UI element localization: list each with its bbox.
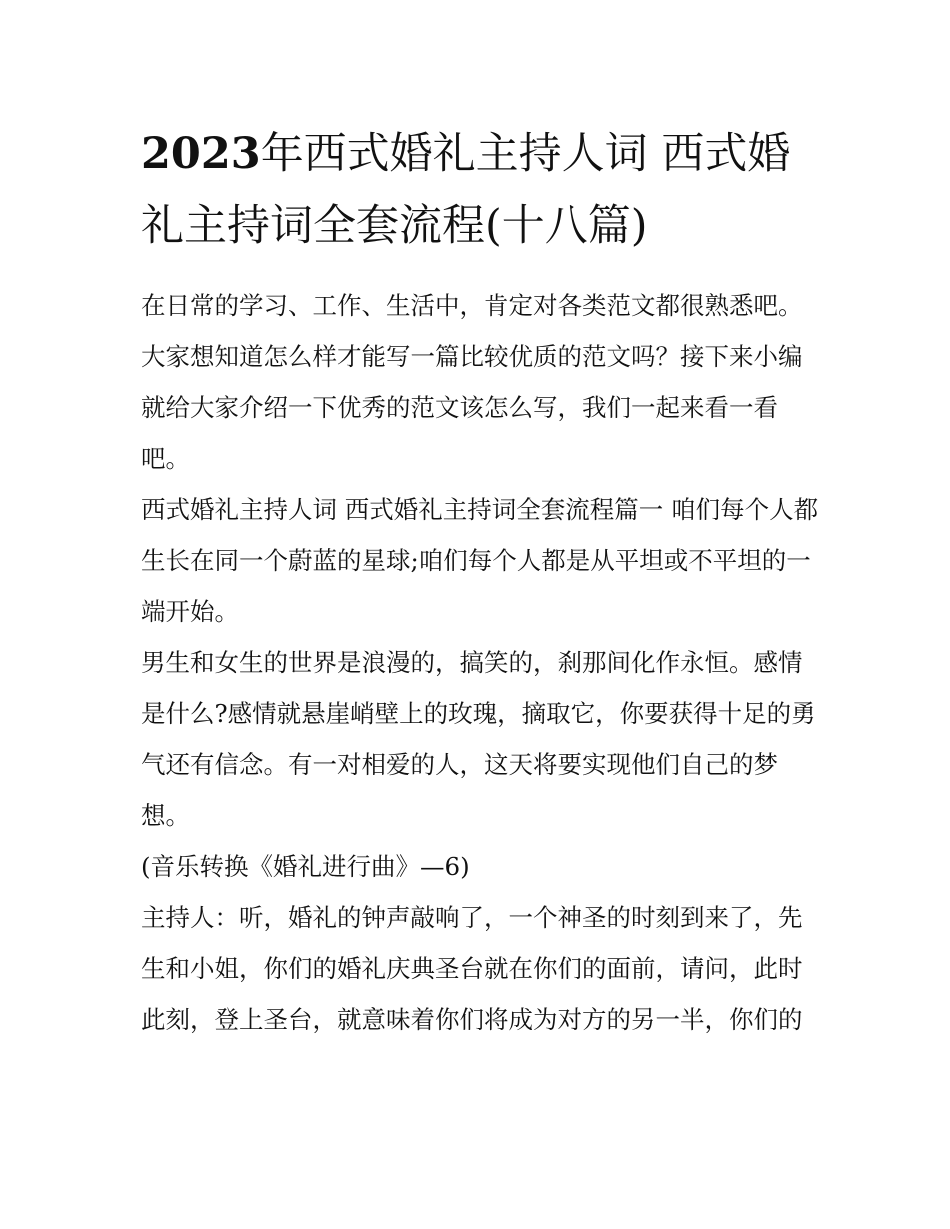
document-body: [141, 280, 821, 1045]
title-year: 2023: [141, 129, 261, 179]
document-title: [141, 118, 821, 262]
paragraph-love: 男生和女生的世界是浪漫的，搞笑的，刹那间化作永恒。感情是什么?感情就悬崖峭壁上的玫瑰，摘取它，你要获得十足的勇气还有信念。有一对相爱的人，这天将要实现他们自己的梦想。: [141, 648, 816, 830]
paragraph-intro: 在日常的学习、工作、生活中，肯定对各类范文都很熟悉吧。大家想知道怎么样才能写一篇比较优质的范文吗？接下来小编就给大家介绍一下优秀的范文该怎么写，我们一起来看一看吧。: [141, 291, 803, 473]
paragraph-section-one: 西式婚礼主持人词 西式婚礼主持词全套流程篇一 咱们每个人都生长在同一个蔚蓝的星球;咱们每个人都是从平坦或不平坦的一端开始。: [141, 495, 819, 626]
paragraph-music-cue: (音乐转换《婚礼进行曲》—6): [141, 852, 470, 881]
document-content: [141, 118, 821, 1045]
paragraph-host-speech: 主持人：听，婚礼的钟声敲响了，一个神圣的时刻到来了，先生和小姐，你们的婚礼庆典圣台就在你们的面前，请问，此时此刻，登上圣台，就意味着你们将成为对方的另一半，你们的: [141, 903, 803, 1034]
title-text: 年西式婚礼主持人词 西式婚礼主持词全套流程(十八篇): [141, 129, 791, 251]
